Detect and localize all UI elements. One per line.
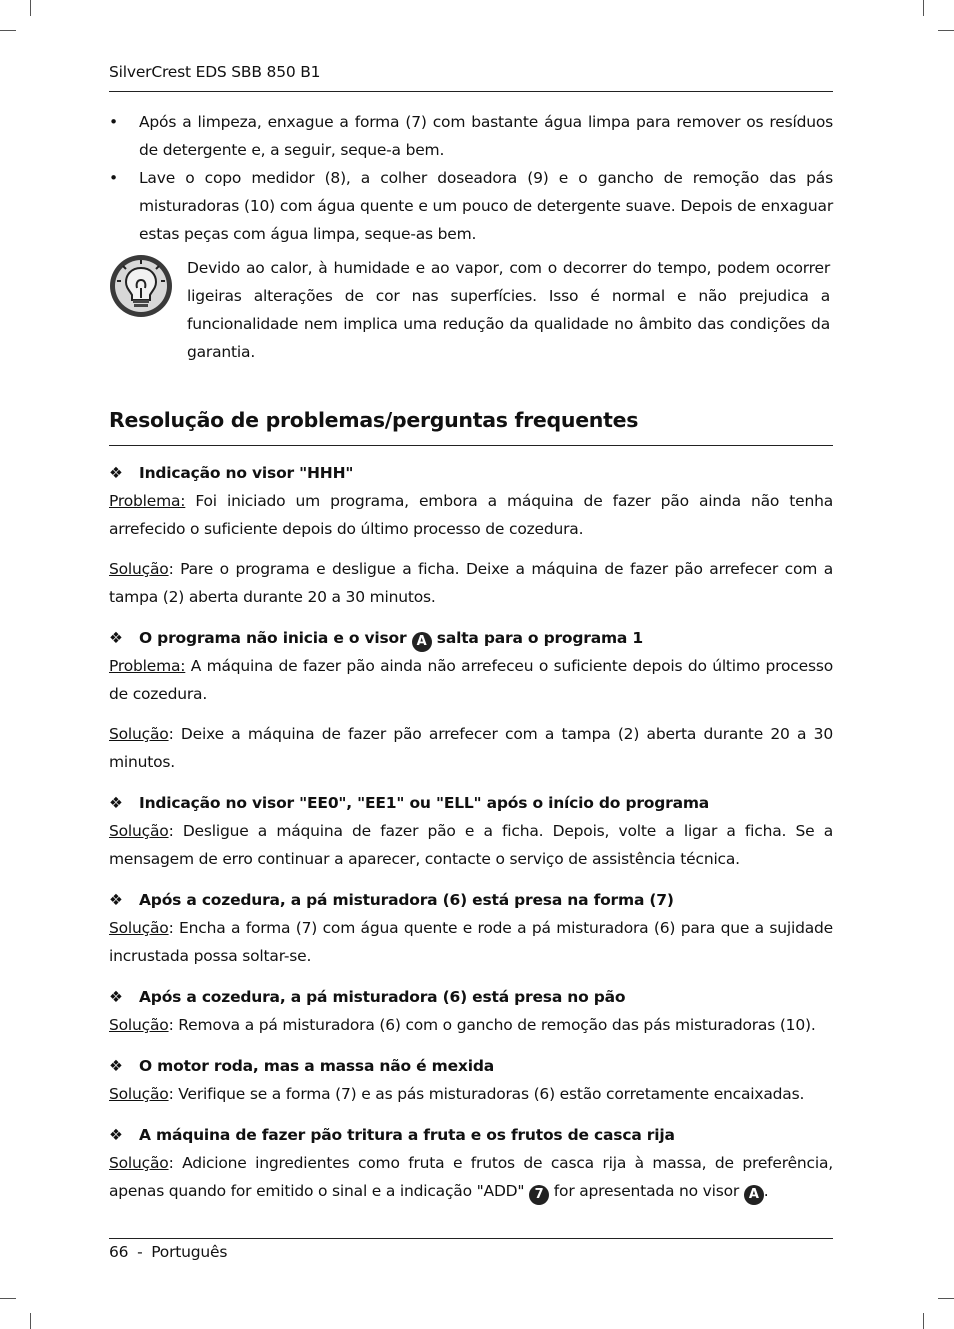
running-header: SilverCrest EDS SBB 850 B1: [109, 63, 321, 81]
footer-language: Português: [151, 1243, 228, 1261]
bullet-item: • Após a limpeza, enxague a forma (7) com bastante água limpa para remover os resíduos de detergente e, a seguir, seque-a bem.: [109, 108, 833, 164]
crop-mark: [30, 0, 31, 16]
faq-problem: Problema: Foi iniciado um programa, embora a máquina de fazer pão ainda não tenha arrefecido o suficiente depois do último processo de cozedura.: [109, 492, 833, 538]
faq-solution: Solução: Pare o programa e desligue a ficha. Deixe a máquina de fazer pão arrefecer com a tampa (2) aberta durante 20 a 30 minutos.: [109, 560, 833, 606]
faq-solution: Solução: Verifique se a forma (7) e as pás misturadoras (6) estão corretamente encaixadas.: [109, 1085, 805, 1103]
crop-mark: [30, 1313, 31, 1329]
diamond-bullet-icon: ❖: [109, 629, 123, 647]
diamond-bullet-icon: ❖: [109, 1126, 123, 1144]
page-number: 66: [109, 1243, 129, 1261]
faq-heading: ❖ A máquina de fazer pão tritura a fruta e os frutos de casca rija: [109, 1121, 833, 1149]
faq-heading: ❖ O motor roda, mas a massa não é mexida: [109, 1052, 833, 1080]
faq-solution: Solução: Adicione ingredientes como fruta e frutos de casca rija à massa, de preferência, apenas quando for emitido o sinal e a indicação "ADD" 7 for apresentada no visor A .: [109, 1149, 833, 1205]
cleaning-bullet-list: [109, 108, 833, 248]
bullet-item: • Lave o copo medidor (8), a colher doseadora (9) e o gancho de remoção das pás misturadoras (10) com água quente e um pouco de detergente suave. Depois de enxaguar estas peças com água limpa, seque-as bem.: [109, 164, 833, 248]
note-text: Devido ao calor, à humidade e ao vapor, com o decorrer do tempo, podem ocorrer ligeiras alterações de cor nas superfícies. Isso é normal e não prejudica a funcionalidade nem implica uma redução da qualidade no âmbito das condições da garantia.: [187, 259, 830, 361]
section-title: Resolução de problemas/perguntas frequentes: [109, 408, 639, 432]
faq-solution: Solução: Encha a forma (7) com água quente e rode a pá misturadora (6) para que a sujidade incrustada possa soltar-se.: [109, 919, 833, 965]
display-a-badge-icon: A: [744, 1185, 764, 1205]
footer-separator: -: [137, 1243, 143, 1261]
diamond-bullet-icon: ❖: [109, 1057, 123, 1075]
crop-mark: [923, 1313, 924, 1329]
faq-heading: ❖ Indicação no visor "HHH": [109, 459, 833, 487]
faq-list: [109, 459, 833, 1205]
faq-solution: Solução: Remova a pá misturadora (6) com o gancho de remoção das pás misturadoras (10).: [109, 1016, 816, 1034]
faq-heading: ❖ Indicação no visor "EE0", "EE1" ou "ELL" após o início do programa: [109, 789, 833, 817]
footer-divider: [109, 1238, 833, 1239]
crop-mark: [0, 30, 16, 31]
faq-problem: Problema: A máquina de fazer pão ainda não arrefeceu o suficiente depois do último processo de cozedura.: [109, 657, 833, 703]
section-divider: [109, 445, 833, 446]
diamond-bullet-icon: ❖: [109, 794, 123, 812]
faq-heading: ❖ Após a cozedura, a pá misturadora (6) está presa na forma (7): [109, 886, 833, 914]
add-indicator-7-badge-icon: 7: [529, 1185, 549, 1205]
lightbulb-icon: [109, 254, 173, 318]
crop-mark: [0, 1298, 16, 1299]
faq-solution: Solução: Desligue a máquina de fazer pão e a ficha. Depois, volte a ligar a ficha. Se a mensagem de erro continuar a aparecer, contacte o serviço de assistência técnica.: [109, 822, 833, 868]
page-footer: [109, 1243, 227, 1261]
crop-mark: [938, 30, 954, 31]
faq-heading: ❖ O programa não inicia e o visor A salta para o programa 1: [109, 624, 833, 652]
diamond-bullet-icon: ❖: [109, 464, 123, 482]
header-divider: [109, 91, 833, 92]
crop-mark: [923, 0, 924, 16]
display-a-badge-icon: A: [412, 632, 432, 652]
faq-solution: Solução: Deixe a máquina de fazer pão arrefecer com a tampa (2) aberta durante 20 a 30 minutos.: [109, 725, 833, 771]
faq-heading: ❖ Após a cozedura, a pá misturadora (6) está presa no pão: [109, 983, 833, 1011]
diamond-bullet-icon: ❖: [109, 891, 123, 909]
diamond-bullet-icon: ❖: [109, 988, 123, 1006]
crop-mark: [938, 1298, 954, 1299]
